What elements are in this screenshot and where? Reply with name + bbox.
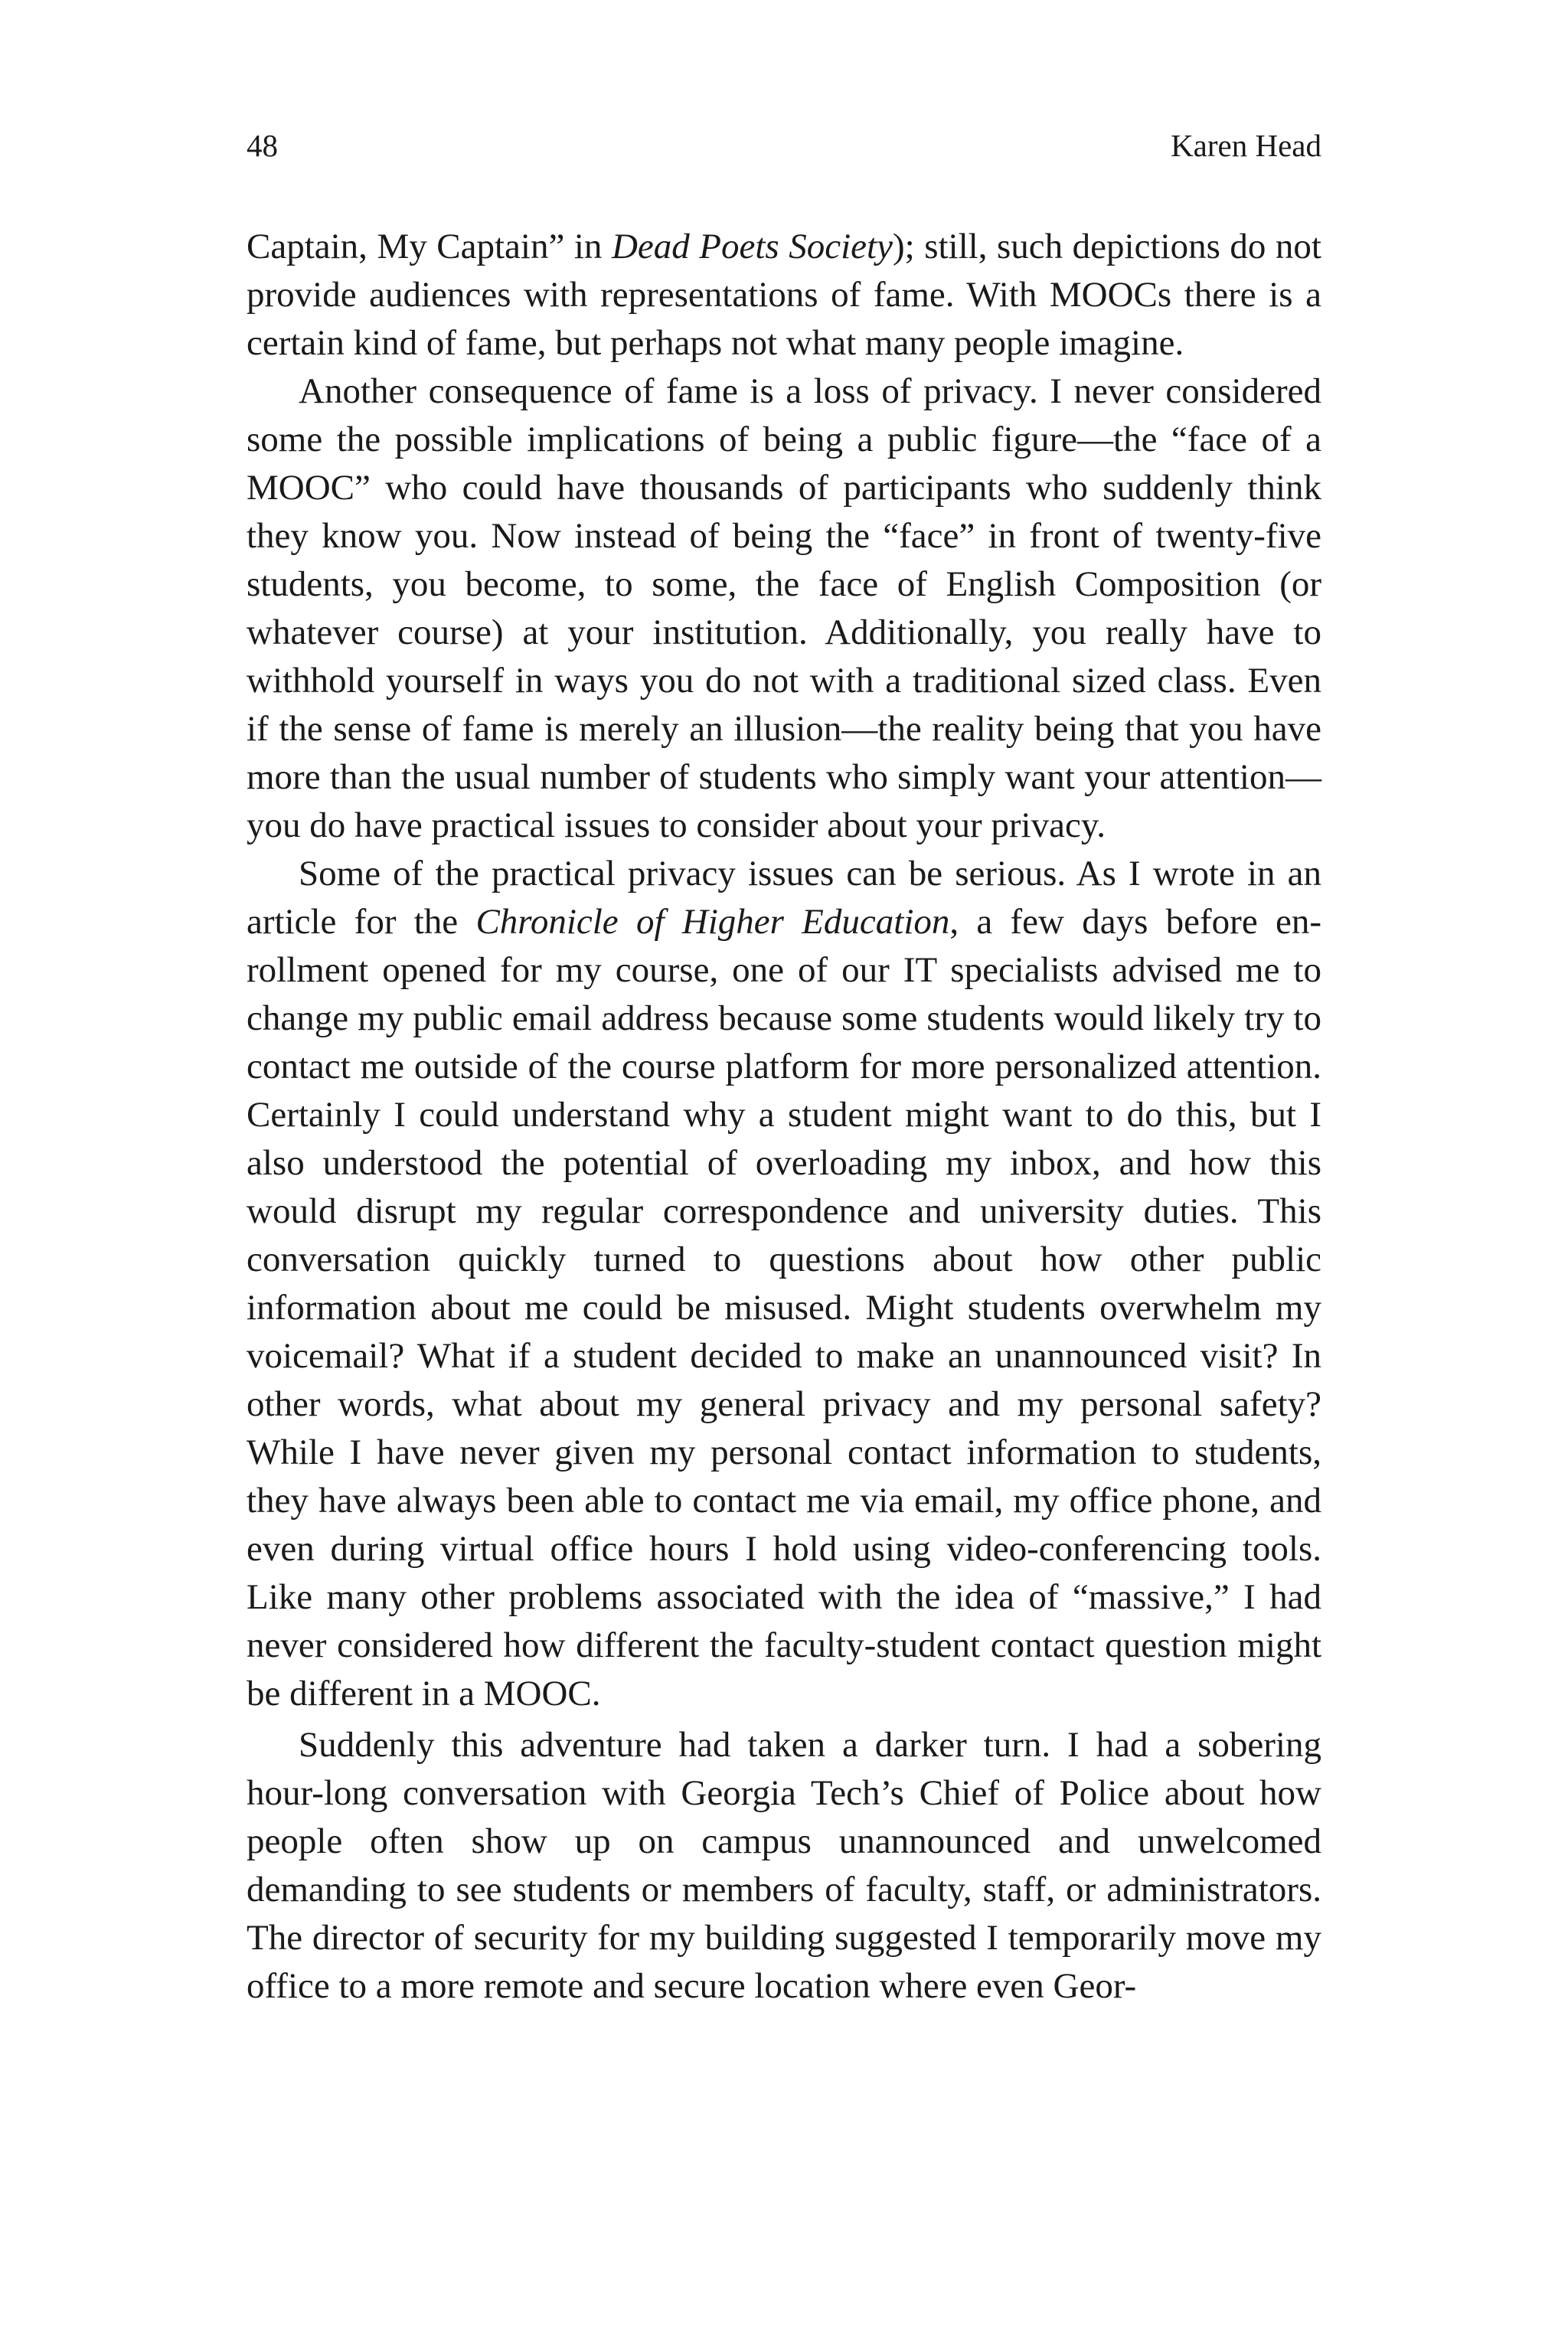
running-head (247, 122, 1321, 168)
paragraph-continued (247, 223, 1321, 368)
paragraph-text: Captain, My Captain” in (247, 227, 612, 266)
running-head-author: Karen Head (1171, 128, 1321, 163)
page-number: 48 (247, 128, 278, 163)
paragraph-text: , a few days before enrollment opened for my course, one of our IT specialists advised me to change my public email address because some students would likely try to contact me outside of the course platform for more personalized attention. Certainly I could understand why a student might want to do this, but I also understood the potential of overloading my inbox, and how this would disrupt my regular correspondence and university duties. This conversation quickly turned to questions about how other public information about me could be misused. Might students overwhelm my voicemail? What if a student decided to make an unannounced visit? In other words, what about my general privacy and my personal safety? While I have never given my personal contact information to students, they have always been able to contact me via email, my office phone, and even during virtual office hours I hold using video-conferencing tools. Like many other problems associated with the idea of “massive,” I had never considered how different the faculty-student contact question might be different in a MOOC. (247, 902, 1321, 1713)
paragraph (247, 850, 1321, 1718)
paragraph (247, 368, 1321, 850)
body-text (247, 223, 1321, 2011)
paragraph (247, 1721, 1321, 2011)
paragraph-text: Some of the practical privacy issues can be serious. As I wrote in an article for the (247, 854, 1321, 942)
paragraph-text: Another consequence of fame is a loss of privacy. I never considered some the possible implications of being a public figure—the “face of a MOOC” who could have thousands of participants who suddenly think they know you. Now instead of being the “face” in front of twenty-five students, you become, to some, the face of English Composition (or whatever course) at your institution. Additionally, you really have to withhold yourself in ways you do not with a traditional sized class. Even if the sense of fame is merely an illusion—the reality being that you have more than the usual number of students who simply want your attention—you do have practical issues to consider about your privacy. (247, 371, 1321, 845)
film-title: Dead Poets Society (611, 227, 893, 266)
paragraph-text: ); still, such depictions do not provide audiences with representations of fame. With MOOCs there is a certain kind of fame, but perhaps not what many people imagine. (247, 227, 1321, 363)
publication-title: Chronicle of Higher Education (475, 902, 950, 942)
paragraph-text: Suddenly this adventure had taken a darker turn. I had a sobering hour-long conversation with Georgia Tech’s Chief of Police about how people often show up on campus unannounced and unwelcomed demanding to see students or members of faculty, staff, or administrators. The director of security for my building suggested I temporarily move my office to a more remote and secure location where even Geor- (247, 1725, 1321, 2006)
